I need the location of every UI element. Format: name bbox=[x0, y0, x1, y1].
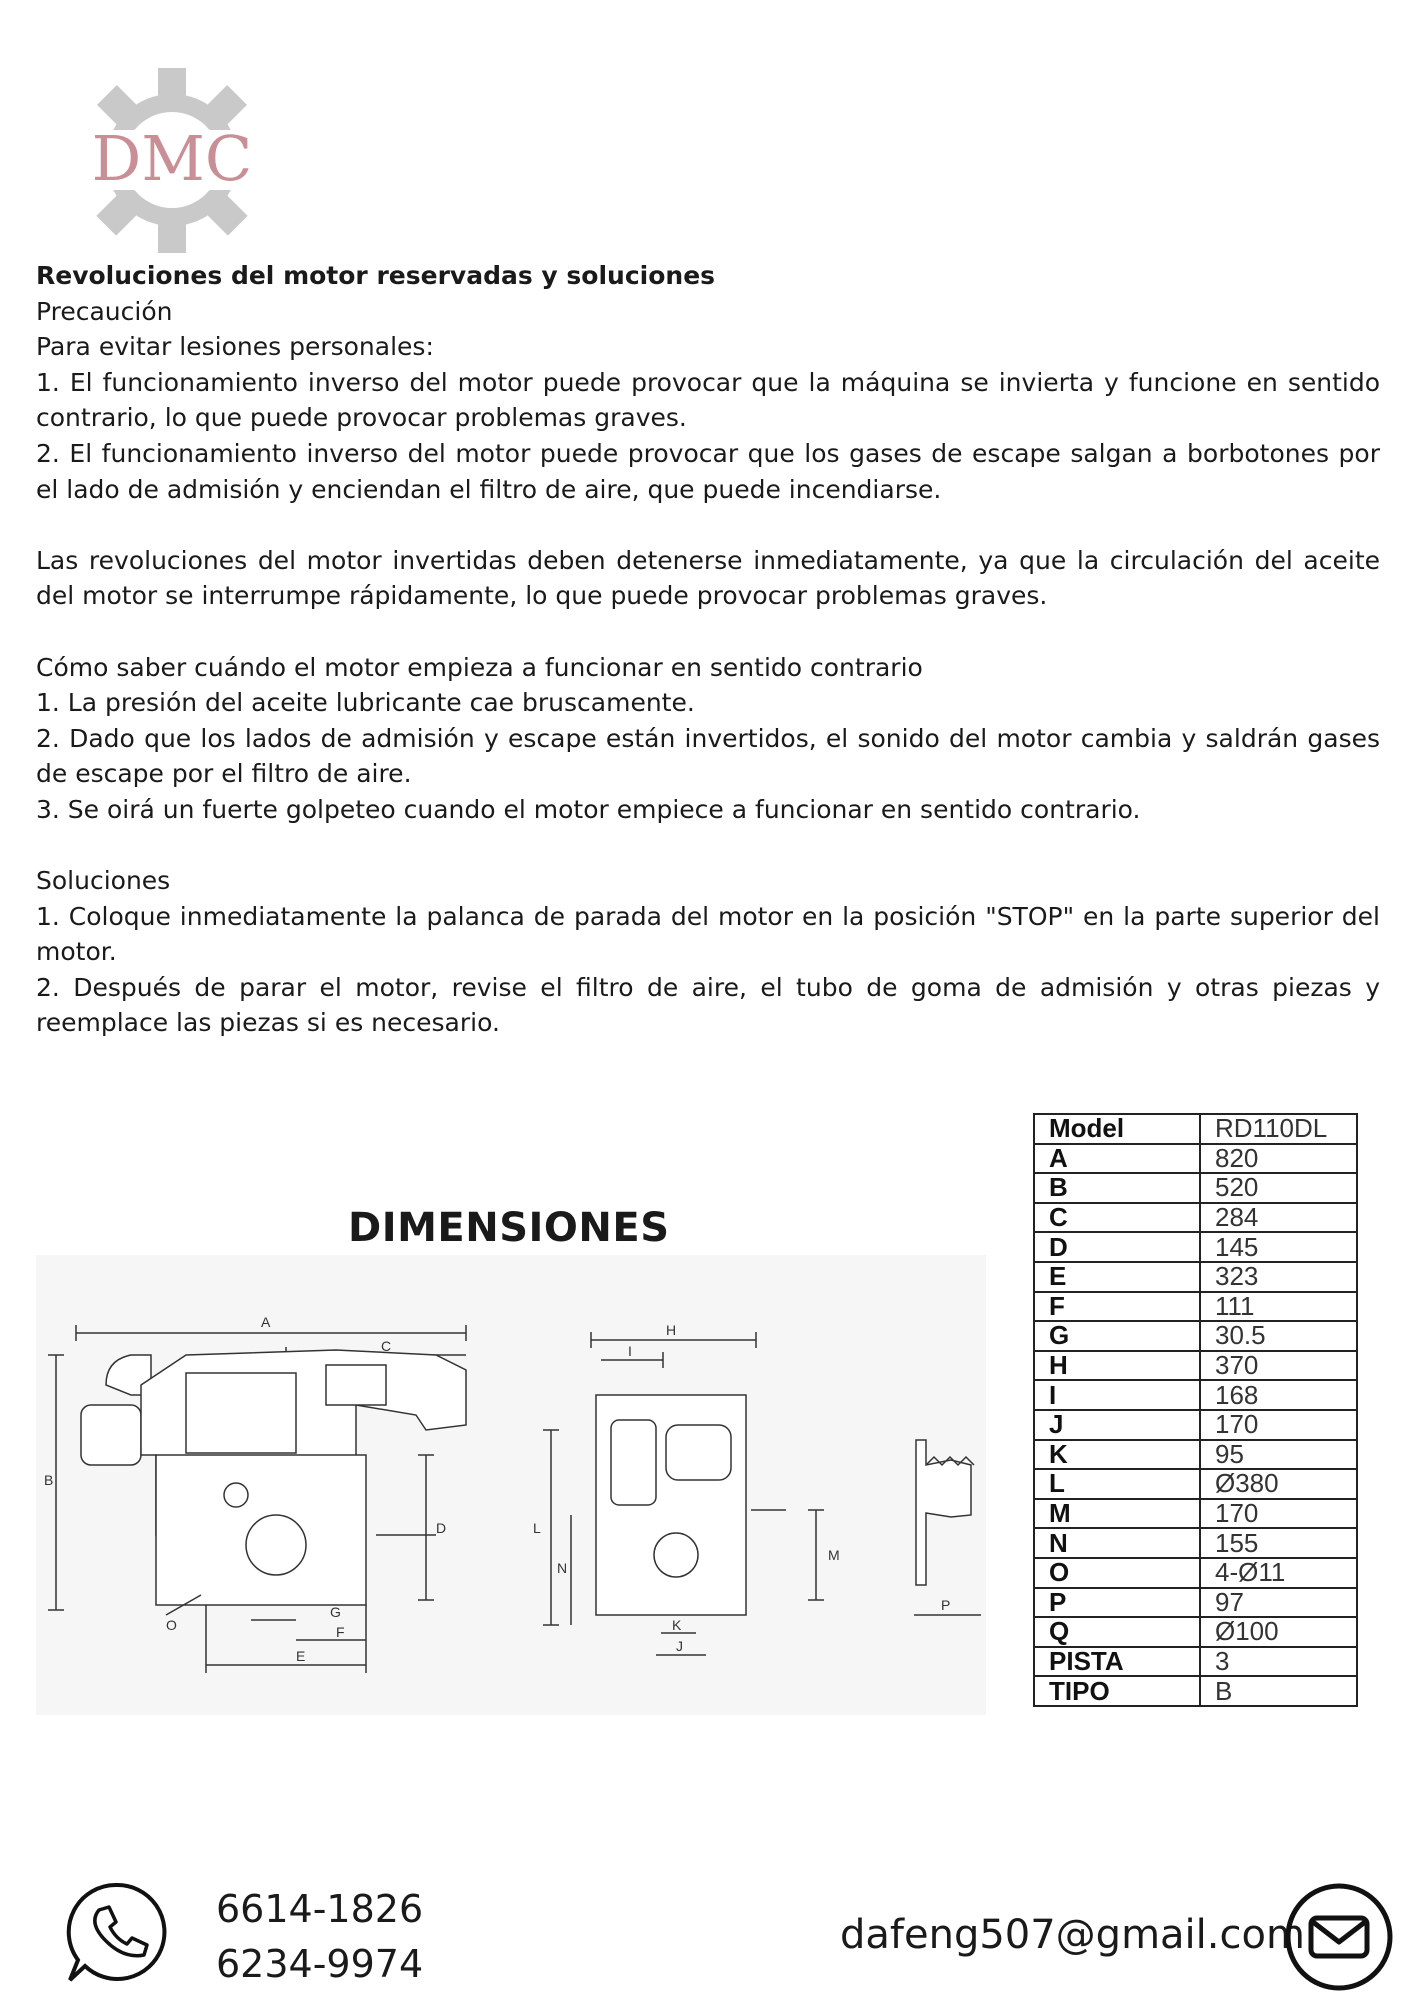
dim-label-e: E bbox=[296, 1648, 306, 1664]
table-value-cell: 820 bbox=[1200, 1144, 1357, 1174]
dim-label-o: O bbox=[166, 1617, 177, 1633]
spec-table bbox=[1033, 1113, 1358, 1707]
table-key-cell: H bbox=[1034, 1351, 1200, 1381]
table-key-cell: E bbox=[1034, 1262, 1200, 1292]
envelope-icon bbox=[1284, 1882, 1394, 1992]
caution-item: 2. El funcionamiento inverso del motor puede provocar que los gases de escape salgan a borbotones por el lado de admisión y enciendan el filtro de aire, que puede incendiarse. bbox=[36, 438, 1380, 504]
detect-item: 1. La presión del aceite lubricante cae bruscamente. bbox=[36, 688, 695, 718]
table-row bbox=[1034, 1292, 1357, 1322]
caution-item: 1. El funcionamiento inverso del motor puede provocar que la máquina se invierta y funcione en sentido contrario, lo que puede provocar problemas graves. bbox=[36, 367, 1380, 433]
table-value-cell: Ø100 bbox=[1200, 1617, 1357, 1647]
table-row bbox=[1034, 1528, 1357, 1558]
table-row bbox=[1034, 1558, 1357, 1588]
dim-label-c: C bbox=[381, 1338, 392, 1354]
table-value-cell: 3 bbox=[1200, 1647, 1357, 1677]
table-value-cell: 145 bbox=[1200, 1232, 1357, 1262]
table-header-row bbox=[1034, 1114, 1357, 1144]
dim-label-b: B bbox=[44, 1472, 54, 1488]
detect-item: 3. Se oirá un fuerte golpeteo cuando el motor empiece a funcionar en sentido contrario. bbox=[36, 794, 1141, 824]
table-value-cell: 30.5 bbox=[1200, 1321, 1357, 1351]
email-address[interactable]: dafeng507@gmail.com bbox=[840, 1912, 1305, 1958]
reverse-rotation-section bbox=[36, 258, 1380, 1041]
dim-label-m: M bbox=[828, 1547, 840, 1563]
logo-text: DMC bbox=[91, 122, 253, 195]
dim-label-d: D bbox=[436, 1520, 447, 1536]
table-row bbox=[1034, 1144, 1357, 1174]
detect-item: 2. Dado que los lados de admisión y escape están invertidos, el sonido del motor cambia y saldrán gases de escape por el filtro de aire. bbox=[36, 723, 1380, 789]
table-key-cell: Q bbox=[1034, 1617, 1200, 1647]
table-key-cell: F bbox=[1034, 1292, 1200, 1322]
table-key-cell: A bbox=[1034, 1144, 1200, 1174]
table-key-cell: Model bbox=[1034, 1114, 1200, 1144]
table-value-cell: 170 bbox=[1200, 1499, 1357, 1529]
dim-label-h: H bbox=[666, 1322, 677, 1338]
dmc-logo bbox=[80, 68, 265, 253]
table-value-cell: 370 bbox=[1200, 1351, 1357, 1381]
table-row bbox=[1034, 1321, 1357, 1351]
table-value-cell: 520 bbox=[1200, 1173, 1357, 1203]
phone-numbers bbox=[216, 1882, 423, 1992]
table-value-cell: 284 bbox=[1200, 1203, 1357, 1233]
dim-label-p: P bbox=[941, 1597, 951, 1613]
table-row bbox=[1034, 1440, 1357, 1470]
dim-label-k: K bbox=[672, 1617, 682, 1633]
table-key-cell: C bbox=[1034, 1203, 1200, 1233]
solutions-label: Soluciones bbox=[36, 866, 171, 896]
table-value-cell: 97 bbox=[1200, 1588, 1357, 1618]
table-key-cell: D bbox=[1034, 1232, 1200, 1262]
table-row bbox=[1034, 1262, 1357, 1292]
table-value-cell: RD110DL bbox=[1200, 1114, 1357, 1144]
table-value-cell: 170 bbox=[1200, 1410, 1357, 1440]
table-key-cell: L bbox=[1034, 1469, 1200, 1499]
solution-item: 1. Coloque inmediatamente la palanca de parada del motor en la posición "STOP" en la parte superior del motor. bbox=[36, 901, 1380, 967]
table-key-cell: J bbox=[1034, 1410, 1200, 1440]
table-value-cell: Ø380 bbox=[1200, 1469, 1357, 1499]
table-value-cell: 111 bbox=[1200, 1292, 1357, 1322]
dim-label-a: A bbox=[261, 1314, 271, 1330]
dim-label-f: F bbox=[336, 1624, 345, 1640]
table-key-cell: K bbox=[1034, 1440, 1200, 1470]
dim-label-n: N bbox=[557, 1560, 568, 1576]
table-key-cell: N bbox=[1034, 1528, 1200, 1558]
solution-item: 2. Después de parar el motor, revise el filtro de aire, el tubo de goma de admisión y otras piezas y reemplace las piezas si es necesario. bbox=[36, 972, 1380, 1038]
table-row bbox=[1034, 1410, 1357, 1440]
table-row bbox=[1034, 1647, 1357, 1677]
table-value-cell: 155 bbox=[1200, 1528, 1357, 1558]
table-key-cell: M bbox=[1034, 1499, 1200, 1529]
table-row bbox=[1034, 1232, 1357, 1262]
table-row bbox=[1034, 1499, 1357, 1529]
table-key-cell: TIPO bbox=[1034, 1676, 1200, 1706]
table-key-cell: B bbox=[1034, 1173, 1200, 1203]
table-value-cell: 323 bbox=[1200, 1262, 1357, 1292]
table-row bbox=[1034, 1676, 1357, 1706]
dim-label-j: J bbox=[676, 1638, 683, 1654]
table-key-cell: I bbox=[1034, 1380, 1200, 1410]
dimensions-title: DIMENSIONES bbox=[348, 1205, 670, 1251]
phone-number[interactable]: 6614-1826 bbox=[216, 1887, 424, 1931]
table-row bbox=[1034, 1380, 1357, 1410]
table-key-cell: P bbox=[1034, 1588, 1200, 1618]
table-key-cell: PISTA bbox=[1034, 1647, 1200, 1677]
table-row bbox=[1034, 1351, 1357, 1381]
dim-label-l: L bbox=[533, 1520, 541, 1536]
section-title: Revoluciones del motor reservadas y soluciones bbox=[36, 261, 716, 290]
table-value-cell: B bbox=[1200, 1676, 1357, 1706]
table-row bbox=[1034, 1469, 1357, 1499]
stop-paragraph: Las revoluciones del motor invertidas deben detenerse inmediatamente, ya que la circulación del aceite del motor se interrumpe rápidamente, lo que puede provocar problemas graves. bbox=[36, 545, 1380, 611]
dim-label-i: I bbox=[628, 1343, 632, 1359]
table-row bbox=[1034, 1203, 1357, 1233]
detect-label: Cómo saber cuándo el motor empieza a funcionar en sentido contrario bbox=[36, 652, 923, 682]
whatsapp-phone-icon bbox=[64, 1880, 170, 1986]
phone-number[interactable]: 6234-9974 bbox=[216, 1942, 424, 1986]
dim-label-g: G bbox=[330, 1604, 341, 1620]
table-value-cell: 95 bbox=[1200, 1440, 1357, 1470]
table-row bbox=[1034, 1588, 1357, 1618]
table-key-cell: G bbox=[1034, 1321, 1200, 1351]
table-row bbox=[1034, 1617, 1357, 1647]
caution-label: Precaución bbox=[36, 296, 173, 326]
engine-dimension-drawing bbox=[36, 1255, 986, 1715]
table-value-cell: 4-Ø11 bbox=[1200, 1558, 1357, 1588]
table-key-cell: O bbox=[1034, 1558, 1200, 1588]
table-value-cell: 168 bbox=[1200, 1380, 1357, 1410]
table-row bbox=[1034, 1173, 1357, 1203]
caution-intro: Para evitar lesiones personales: bbox=[36, 332, 434, 362]
